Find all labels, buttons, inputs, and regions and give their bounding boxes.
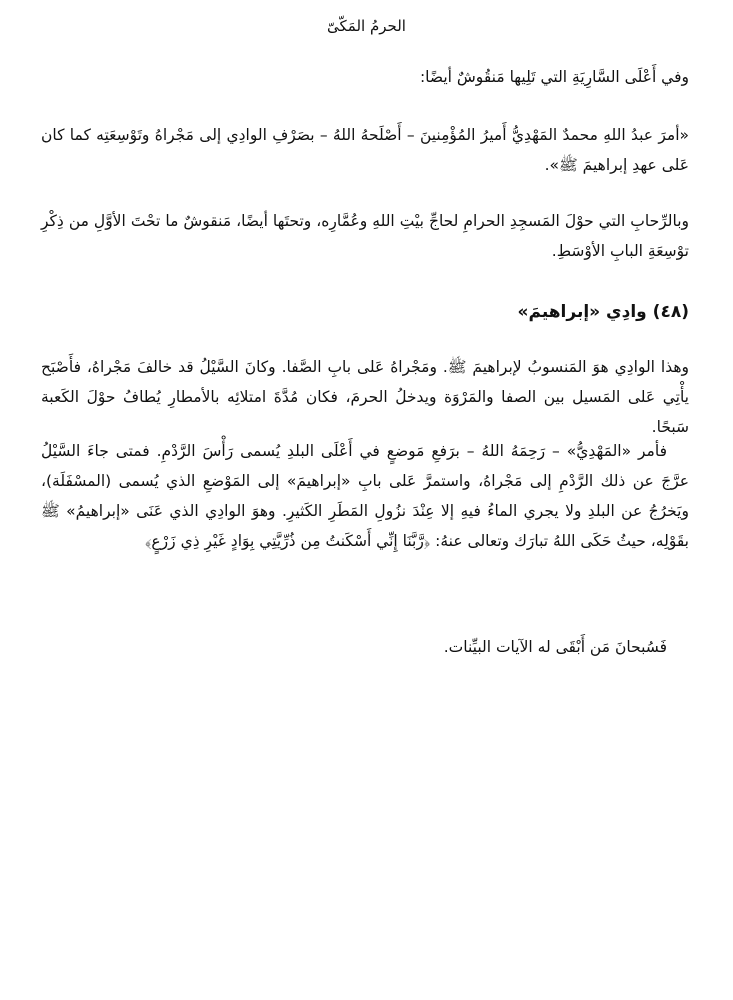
- paragraph-inscription-quote: «أمرَ عبدُ اللهِ محمدٌ المَهْدِيُّ أَميرُ المُؤْمِنينَ – أَصْلَحهُ اللهُ – بصَرْفِ الوادِي إلى مَجْراهُ وتَوْسِعَتِه كما كان عَلى عهدِ إبراهيمَ ﷺ».: [41, 126, 689, 174]
- running-header: الحرمُ المَكّىّ: [327, 17, 406, 35]
- paragraph-intro: وفي أَعْلَى السَّارِيَةِ التي تَلِيها مَنقُوشٌ أيضًا:: [419, 68, 689, 86]
- paragraph-rihab: وبالرِّحابِ التي حوْلَ المَسجِدِ الحرامِ لحاجِّ بيْتِ اللهِ وعُمَّارِه، وتحتَها أيضًا، مَنقوشٌ ما تحْتَ الأوَّلِ من ذِكْرِ توْسِعَةِ البابِ الأوْسَطِ.: [41, 212, 689, 260]
- section-paragraph-closing: فَسُبحانَ مَن أَبْقَى له الآيات البيِّنات.: [443, 638, 667, 656]
- section-paragraph-valley: وهذا الوادِي هوَ المَنسوبُ لإبراهيمَ ﷺ. ومَجْراهُ عَلى بابِ الصَّفا. وكانَ السَّيْلُ قد خالفَ مَجْراهُ، فأَصْبَح يأْتِي عَلى المَسيل بين الصفا والمَرْوَة ويدخلُ الحرمَ، فكان مُدَّةَ امتلائِه بالأمطارِ يُطافُ حوْلَ الكَعبة سَبحًا.: [41, 358, 689, 436]
- section-title: (٤٨) وادِي «إبراهيمَ»: [517, 302, 689, 322]
- section-paragraph-mahdi: فأمر «المَهْدِيُّ» – رَحِمَهُ اللهُ – برَفعِ مَوضعٍ في أَعْلَى البلدِ يُسمى رَأْسَ الرَّدْمِ. فمتى جاءَ السَّيْلُ عرَّجَ عن ذلك الرَّدْمِ إلى مَجْراهُ، واستمرَّ عَلى بابِ «إبراهيمَ» إلى المَوْضعِ الذي يُسمى (المسْفَلَة)، ويَخرُجُ عن البلدِ ولا يجري الماءُ فيهِ إلا عِنْدَ نزُولِ المَطَرِ الكَثيرِ. وهوَ الوادِي الذي عَنَى «إبراهيمُ» ﷺ بقَوْلِه، حيثُ حَكَى اللهُ تبارَك وتعالى عنهُ: ﴿رَّبَّنَا إِنِّي أَسْكَنتُ مِن ذُرِّيَّتِي بِوَادٍ غَيْرِ ذِي زَرْعٍ﴾: [41, 442, 689, 550]
